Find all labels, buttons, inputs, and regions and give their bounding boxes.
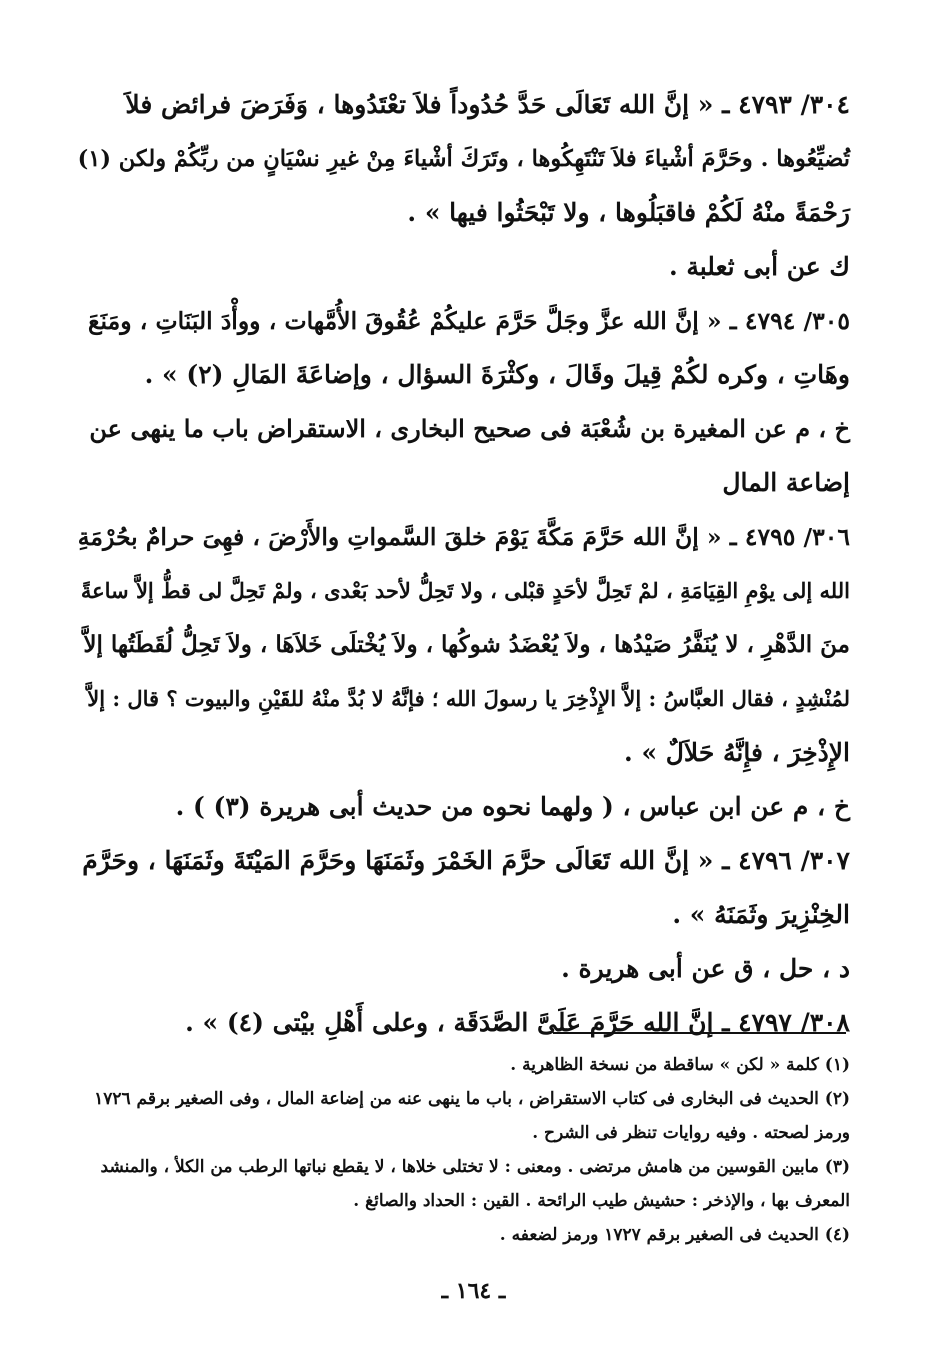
footnote-line: المعرف بها ، والإذخر : حشيش طيب الرائحة . القين : الحداد والصائغ . bbox=[353, 1191, 850, 1211]
text-line: تُضيِّعُوها . وحَرَّمَ أشْياءَ فلاَ تَنْتَهِكُوها ، وتَرَكَ أشْياءَ مِنْ غيرِ نسْيَانٍ من ربِّكُمْ ولكن (١) bbox=[77, 146, 850, 172]
text-line: رَحْمَةً منْهُ لَكُمْ فاقبَلُوها ، ولا تَبْحَثُوا فيها » . bbox=[407, 198, 850, 227]
hadith-text bbox=[78, 78, 850, 1050]
page-number: ـ ١٦٤ ـ bbox=[441, 1278, 506, 1304]
text-line: ٣٠٦/ ٤٧٩٥ ـ « إنَّ الله حَرَّمَ مَكَّةَ يَوْمَ خلقَ السَّمواتِ والأَرْضَ ، فهِىَ حرامٌ بحُرْمَةِ bbox=[77, 523, 850, 551]
text-line: ٣٠٥/ ٤٧٩٤ ـ « إنَّ الله عزَّ وجَلَّ حَرَّمَ عليكُمْ عُقُوقَ الأُمَّهات ، ووأْدَ البَنَاتِ ، ومَنَعَ bbox=[88, 307, 850, 335]
footnote-line: (٢) الحديث فى البخارى فى كتاب الاستقراض ، باب ما ينهى عنه من إضاعة المال ، وفى الصغير برقم ١٧٢٦ bbox=[94, 1089, 850, 1109]
text-line: ٣٠٨/ ٤٧٩٧ ـ إنَّ الله حَرَّمَ عَلَىَّ الصَّدَقَة ، وعلى أَهْلِ بيْتى (٤) » . bbox=[185, 1008, 850, 1037]
text-line: خ ، م عن ابن عباس ، ( ولهما نحوه من حديث أبى هريرة (٣) ) . bbox=[175, 792, 850, 821]
footnote-line: (٤) الحديث فى الصغير برقم ١٧٢٧ ورمز لضعفه . bbox=[499, 1225, 850, 1245]
text-line: إضاعة المال bbox=[722, 468, 850, 497]
footnote-line: (٣) مابين القوسين من هامش مرتضى . ومعنى : لا تختلى خلاها ، لا يقطع نباتها الرطب من الكلأ ، والمنشد bbox=[100, 1157, 850, 1177]
text-line: منَ الدَّهْرِ ، لا يُنَفَّرُ صَيْدُها ، ولاَ يُعْضَدُ شوكُها ، ولاَ يُخْتلَى خَلاَهَا ، ولاَ تَحِلُّ لُقَطَتُها إلاَّ bbox=[83, 631, 850, 658]
text-line: وهَاتِ ، وكره لكُمْ قِيلَ وقَالَ ، وكثْرَةَ السؤال ، وإضاعَةَ المَالِ (٢) » . bbox=[144, 360, 850, 389]
footnote-divider bbox=[553, 1032, 846, 1034]
text-line: الإِذْخِرَ ، فإِنَّهُ حَلاَلٌ » . bbox=[624, 738, 850, 767]
footnotes bbox=[78, 1048, 850, 1252]
text-line: الله إلى يوْمِ القِيَامَةِ ، لمْ تَحِلَّ لأحَدٍ قبْلى ، ولا تَحِلُّ لأحد بَعْدى ، ولمْ تَحِلَّ لى قطُّ إلاَّ ساعةً bbox=[80, 578, 850, 603]
text-line: ك عن أبى ثعلبة . bbox=[668, 252, 850, 281]
footnote-line: ورمز لصحته . وفيه روايات تنظر فى الشرح . bbox=[532, 1123, 850, 1143]
text-line: لمُنْشِدٍ ، فقال العبَّاسُ : إلاَّ الإِذْخِرَ يا رسولَ الله ؛ فإنَّهُ لا بُدَّ منْهُ للقَيْنِ والبيوت ؟ قال : إلاَّ bbox=[87, 686, 850, 711]
text-line: ٣٠٧/ ٤٧٩٦ ـ « إنَّ الله تَعَالَى حرَّمَ الخَمْرَ وثَمَنَهَا وحَرَّمَ المَيْتَةَ وثَمَنَهَا ، وحَرَّمَ bbox=[82, 846, 850, 875]
text-line: خ ، م عن المغيرة بن شُعْبَة فى صحيح البخارى ، الاستقراض باب ما ينهى عن bbox=[89, 414, 850, 443]
text-line: ٣٠٤/ ٤٧٩٣ ـ « إنَّ الله تَعَالَى حَدَّ حُدُوداً فلاَ تعْتَدُوها ، وَفَرَضَ فرائض فلاَ bbox=[125, 90, 850, 119]
text-line: د ، حل ، ق عن أبى هريرة . bbox=[561, 954, 850, 983]
footnote-line: (١) كلمة « لكن » ساقطة من نسخة الظاهرية . bbox=[510, 1055, 850, 1075]
text-line: الخِنْزِيرَ وثَمَنَهُ » . bbox=[672, 900, 850, 929]
